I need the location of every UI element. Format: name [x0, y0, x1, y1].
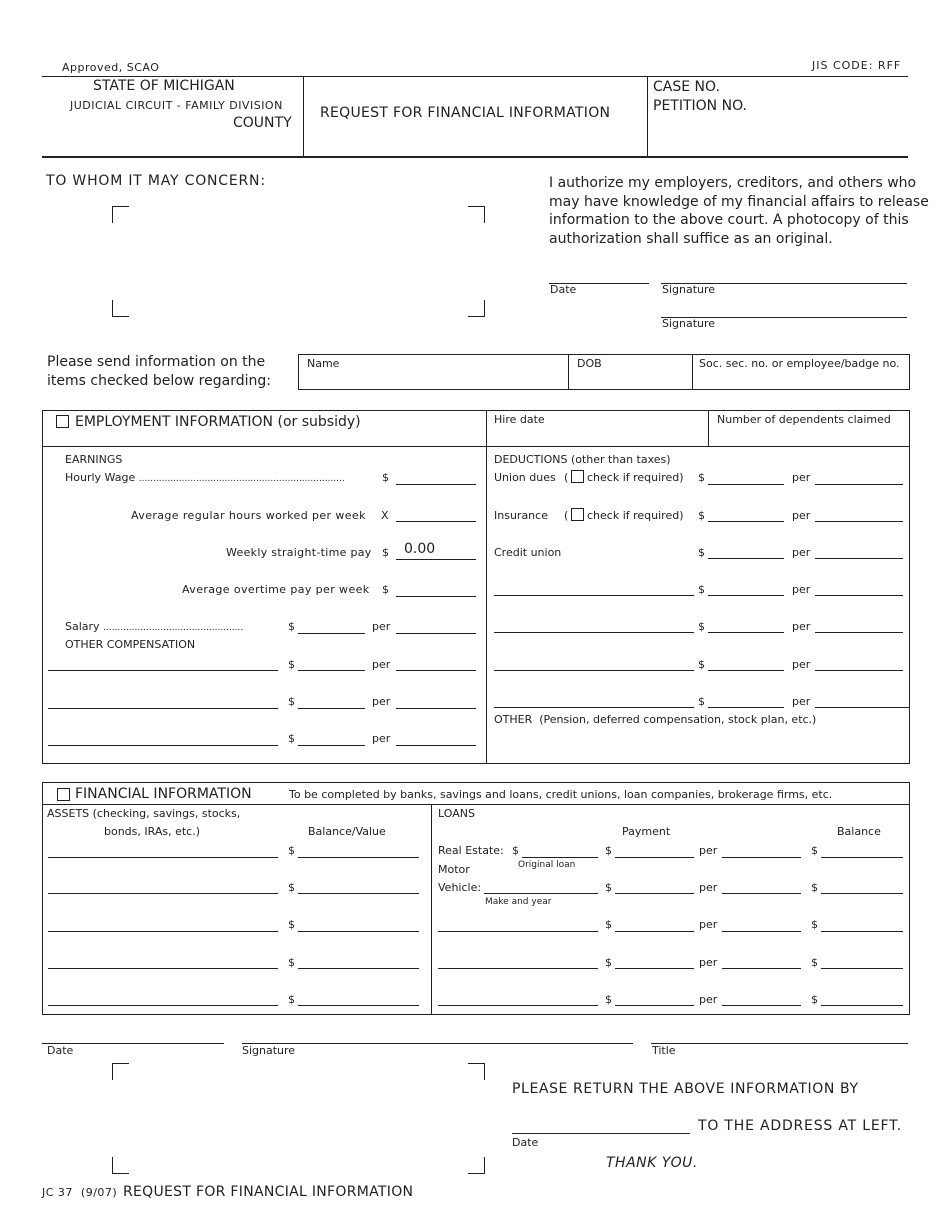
open-paren: (: [564, 471, 569, 484]
employment-header-divider: [708, 410, 709, 446]
dollar-sign: $: [382, 471, 389, 484]
credit-union-label: Credit union: [494, 546, 562, 559]
assets-label-1: ASSETS (checking, savings, stocks,: [47, 807, 241, 820]
union-dues-period-input[interactable]: [815, 471, 903, 485]
assets-label-2: bonds, IRAs, etc.): [104, 825, 200, 838]
asset-balance-input[interactable]: [298, 955, 419, 969]
union-dues-label: Union dues: [494, 471, 556, 484]
earnings-label: EARNINGS: [65, 453, 123, 466]
authorization-date-input[interactable]: [549, 270, 649, 284]
dollar-sign: $: [811, 956, 818, 969]
motor-label: Motor: [438, 863, 470, 876]
original-loan-label: Original loan: [518, 860, 576, 870]
deduction-amount-input[interactable]: [708, 694, 784, 708]
dollar-sign: $: [698, 620, 705, 633]
footer-signature-label: Signature: [242, 1044, 296, 1057]
other-comp-amount-input[interactable]: [298, 695, 365, 709]
asset-desc-input[interactable]: [48, 992, 278, 1006]
state-name: STATE OF MICHIGAN: [93, 78, 235, 94]
footer-signature-input[interactable]: [242, 1030, 633, 1044]
loans-label: LOANS: [438, 807, 475, 820]
hourly-wage-input[interactable]: [396, 471, 476, 485]
other-benefits-label: OTHER (Pension, deferred compensation, stock plan, etc.): [494, 713, 817, 726]
dollar-sign: $: [605, 956, 612, 969]
union-dues-checkbox[interactable]: [571, 470, 584, 483]
return-address-corner: [468, 1063, 485, 1080]
ssn-input[interactable]: [697, 372, 905, 386]
header-top-rule: [42, 76, 908, 77]
other-comp-period-input[interactable]: [396, 695, 476, 709]
original-loan-input[interactable]: [522, 844, 598, 858]
other-benefits-input[interactable]: [492, 729, 908, 763]
hourly-wage-label: Hourly Wage ........................................................................: [65, 471, 345, 484]
loan-payment-input[interactable]: [615, 992, 694, 1006]
dollar-sign: $: [605, 918, 612, 931]
dollar-sign: $: [811, 918, 818, 931]
dollar-sign: $: [288, 844, 295, 857]
dollar-sign: $: [811, 993, 818, 1006]
deduction-desc-input[interactable]: [494, 657, 694, 671]
dollar-sign: $: [288, 620, 295, 633]
deduction-amount-input[interactable]: [708, 582, 784, 596]
per-label: per: [792, 658, 811, 671]
to-address-label: TO THE ADDRESS AT LEFT.: [698, 1118, 903, 1134]
loan-desc-input[interactable]: [438, 992, 598, 1006]
employment-title: EMPLOYMENT INFORMATION (or subsidy): [75, 414, 361, 430]
financial-header-rule: [42, 804, 910, 805]
loan-period-input[interactable]: [722, 844, 801, 858]
dollar-sign: $: [811, 881, 818, 894]
dollar-sign: $: [382, 583, 389, 596]
loan-desc-input[interactable]: [438, 918, 598, 932]
address-window-corner: [468, 300, 485, 317]
dollar-sign: $: [512, 844, 519, 857]
asset-desc-input[interactable]: [48, 880, 278, 894]
signature-input-2[interactable]: [661, 304, 907, 318]
financial-checkbox[interactable]: [57, 788, 70, 801]
header-bottom-rule: [42, 156, 908, 158]
petition-no-label: PETITION NO.: [653, 98, 747, 114]
loan-balance-input[interactable]: [821, 844, 903, 858]
asset-desc-input[interactable]: [48, 918, 278, 932]
footer-date-input[interactable]: [42, 1030, 224, 1044]
deduction-desc-input[interactable]: [494, 582, 694, 596]
employment-column-divider: [486, 410, 487, 764]
credit-union-period-input[interactable]: [815, 545, 903, 559]
financial-column-divider: [431, 804, 432, 1015]
dollar-sign: $: [698, 695, 705, 708]
union-dues-amount-input[interactable]: [708, 471, 784, 485]
loan-balance-input[interactable]: [821, 992, 903, 1006]
dollar-sign: $: [288, 881, 295, 894]
times-sign: X: [381, 509, 389, 522]
insurance-checkbox[interactable]: [571, 508, 584, 521]
other-comp-label: OTHER COMPENSATION: [65, 638, 196, 651]
other-comp-amount-input[interactable]: [298, 657, 365, 671]
financial-note: To be completed by banks, savings and loans, credit unions, loan companies, brokerage firms, etc.: [289, 788, 833, 801]
other-comp-period-input[interactable]: [396, 732, 476, 746]
header-divider-right: [647, 76, 648, 156]
vehicle-label: Vehicle:: [438, 881, 482, 894]
dollar-sign: $: [698, 658, 705, 671]
dollar-sign: $: [288, 732, 295, 745]
per-label: per: [792, 471, 811, 484]
authorization-date-label: Date: [550, 283, 577, 296]
subject-divider: [692, 354, 693, 390]
asset-desc-input[interactable]: [48, 844, 278, 858]
authorization-text: I authorize my employers, creditors, and others who may have knowledge of my financial affairs to release information to the above court. A photocopy of this authorization shall suffice as an original.: [549, 175, 929, 247]
loan-payment-input[interactable]: [615, 955, 694, 969]
signature-label-2: Signature: [662, 317, 716, 330]
dollar-sign: $: [605, 881, 612, 894]
avg-overtime-label: Average overtime pay per week: [182, 583, 370, 596]
address-window-corner: [112, 206, 129, 223]
avg-hours-label: Average regular hours worked per week: [131, 509, 366, 522]
deduction-period-input[interactable]: [815, 694, 910, 708]
asset-balance-input[interactable]: [298, 880, 419, 894]
loan-desc-input[interactable]: [438, 955, 598, 969]
employment-checkbox[interactable]: [56, 415, 69, 428]
name-label: Name: [307, 357, 340, 370]
salary-label: Salary .................................................: [65, 620, 244, 633]
asset-balance-input[interactable]: [298, 992, 419, 1006]
per-label: per: [699, 956, 718, 969]
deduction-period-input[interactable]: [815, 619, 903, 633]
circuit-label: JUDICIAL CIRCUIT - FAMILY DIVISION: [70, 99, 283, 112]
avg-overtime-input[interactable]: [396, 583, 476, 597]
footer-title-label: Title: [652, 1044, 676, 1057]
dollar-sign: $: [698, 509, 705, 522]
thank-you-label: THANK YOU.: [606, 1155, 698, 1171]
deduction-amount-input[interactable]: [708, 619, 784, 633]
asset-desc-input[interactable]: [48, 955, 278, 969]
per-label: per: [699, 881, 718, 894]
address-window-corner: [112, 300, 129, 317]
approved-label: Approved, SCAO: [62, 61, 160, 74]
open-paren: (: [564, 509, 569, 522]
asset-balance-input[interactable]: [298, 918, 419, 932]
per-label: per: [792, 583, 811, 596]
dollar-sign: $: [605, 993, 612, 1006]
loan-payment-input[interactable]: [615, 880, 694, 894]
loan-balance-input[interactable]: [821, 880, 903, 894]
dob-input[interactable]: [573, 372, 688, 386]
per-label: per: [792, 546, 811, 559]
per-label: per: [699, 993, 718, 1006]
deduction-desc-input[interactable]: [494, 694, 694, 708]
check-if-required-label: check if required): [587, 509, 684, 522]
dollar-sign: $: [605, 844, 612, 857]
jis-code: JIS CODE: RFF: [812, 59, 902, 72]
balance-value-label: Balance/Value: [308, 825, 386, 838]
per-label: per: [792, 509, 811, 522]
deduction-desc-input[interactable]: [494, 619, 694, 633]
per-label: per: [699, 844, 718, 857]
salary-amount-input[interactable]: [298, 620, 365, 634]
return-by-label: PLEASE RETURN THE ABOVE INFORMATION BY: [512, 1081, 859, 1097]
insurance-amount-input[interactable]: [708, 508, 784, 522]
footer-date-label: Date: [47, 1044, 74, 1057]
case-no-label: CASE NO.: [653, 79, 720, 95]
dollar-sign: $: [698, 546, 705, 559]
footer-title-input[interactable]: [651, 1030, 908, 1044]
loan-payment-input[interactable]: [615, 918, 694, 932]
county-label: COUNTY: [233, 115, 292, 131]
ssn-label: Soc. sec. no. or employee/badge no.: [699, 357, 900, 370]
hire-date-label: Hire date: [494, 413, 545, 426]
asset-balance-input[interactable]: [298, 844, 419, 858]
form-title: REQUEST FOR FINANCIAL INFORMATION: [320, 105, 611, 121]
form-number: JC 37 (9/07): [42, 1186, 118, 1199]
to-whom-label: TO WHOM IT MAY CONCERN:: [46, 173, 266, 189]
dollar-sign: $: [811, 844, 818, 857]
regarding-prompt-2: items checked below regarding:: [47, 373, 271, 389]
real-estate-label: Real Estate:: [438, 844, 504, 857]
check-if-required-label: check if required): [587, 471, 684, 484]
dollar-sign: $: [288, 918, 295, 931]
return-date-input[interactable]: [512, 1120, 690, 1134]
dollar-sign: $: [382, 546, 389, 559]
other-comp-amount-input[interactable]: [298, 732, 365, 746]
loan-period-input[interactable]: [722, 880, 801, 894]
subject-divider: [568, 354, 569, 390]
weekly-pay-label: Weekly straight-time pay: [226, 546, 372, 559]
footer-form-name: REQUEST FOR FINANCIAL INFORMATION: [123, 1184, 414, 1200]
per-label: per: [792, 695, 811, 708]
balance-label: Balance: [837, 825, 881, 838]
deduction-period-input[interactable]: [815, 657, 903, 671]
name-input[interactable]: [305, 372, 563, 386]
weekly-pay-field[interactable]: 0.00: [396, 541, 476, 560]
address-window-corner: [468, 206, 485, 223]
header-divider-left: [303, 76, 304, 156]
dollar-sign: $: [288, 658, 295, 671]
per-label: per: [699, 918, 718, 931]
employment-header-rule: [42, 446, 910, 447]
make-year-label: Make and year: [485, 897, 552, 907]
loan-period-input[interactable]: [722, 918, 801, 932]
per-label: per: [372, 732, 391, 745]
loan-payment-input[interactable]: [615, 844, 694, 858]
loan-period-input[interactable]: [722, 992, 801, 1006]
return-address-corner: [112, 1063, 129, 1080]
loan-balance-input[interactable]: [821, 955, 903, 969]
dollar-sign: $: [698, 471, 705, 484]
signature-label-1: Signature: [662, 283, 716, 296]
deduction-amount-input[interactable]: [708, 657, 784, 671]
dollar-sign: $: [288, 695, 295, 708]
signature-input-1[interactable]: [661, 270, 907, 284]
loan-balance-input[interactable]: [821, 918, 903, 932]
dollar-sign: $: [288, 993, 295, 1006]
dollar-sign: $: [698, 583, 705, 596]
per-label: per: [372, 695, 391, 708]
avg-hours-input[interactable]: [396, 508, 476, 522]
insurance-label: Insurance: [494, 509, 548, 522]
make-year-input[interactable]: [484, 880, 598, 894]
return-address-corner: [112, 1157, 129, 1174]
financial-title: FINANCIAL INFORMATION: [75, 786, 252, 802]
dollar-sign: $: [288, 956, 295, 969]
per-label: per: [372, 658, 391, 671]
other-comp-period-input[interactable]: [396, 657, 476, 671]
return-date-label: Date: [512, 1136, 539, 1149]
other-comp-desc-input[interactable]: [48, 732, 278, 746]
dob-label: DOB: [577, 357, 602, 370]
per-label: per: [372, 620, 391, 633]
deductions-label: DEDUCTIONS (other than taxes): [494, 453, 671, 466]
deduction-period-input[interactable]: [815, 582, 903, 596]
return-address-corner: [468, 1157, 485, 1174]
other-comp-desc-input[interactable]: [48, 695, 278, 709]
credit-union-amount-input[interactable]: [708, 545, 784, 559]
other-comp-desc-input[interactable]: [48, 657, 278, 671]
insurance-period-input[interactable]: [815, 508, 903, 522]
loan-period-input[interactable]: [722, 955, 801, 969]
regarding-prompt-1: Please send information on the: [47, 354, 266, 370]
per-label: per: [792, 620, 811, 633]
dependents-label: Number of dependents claimed: [717, 413, 891, 426]
payment-label: Payment: [622, 825, 671, 838]
salary-period-input[interactable]: [396, 620, 476, 634]
